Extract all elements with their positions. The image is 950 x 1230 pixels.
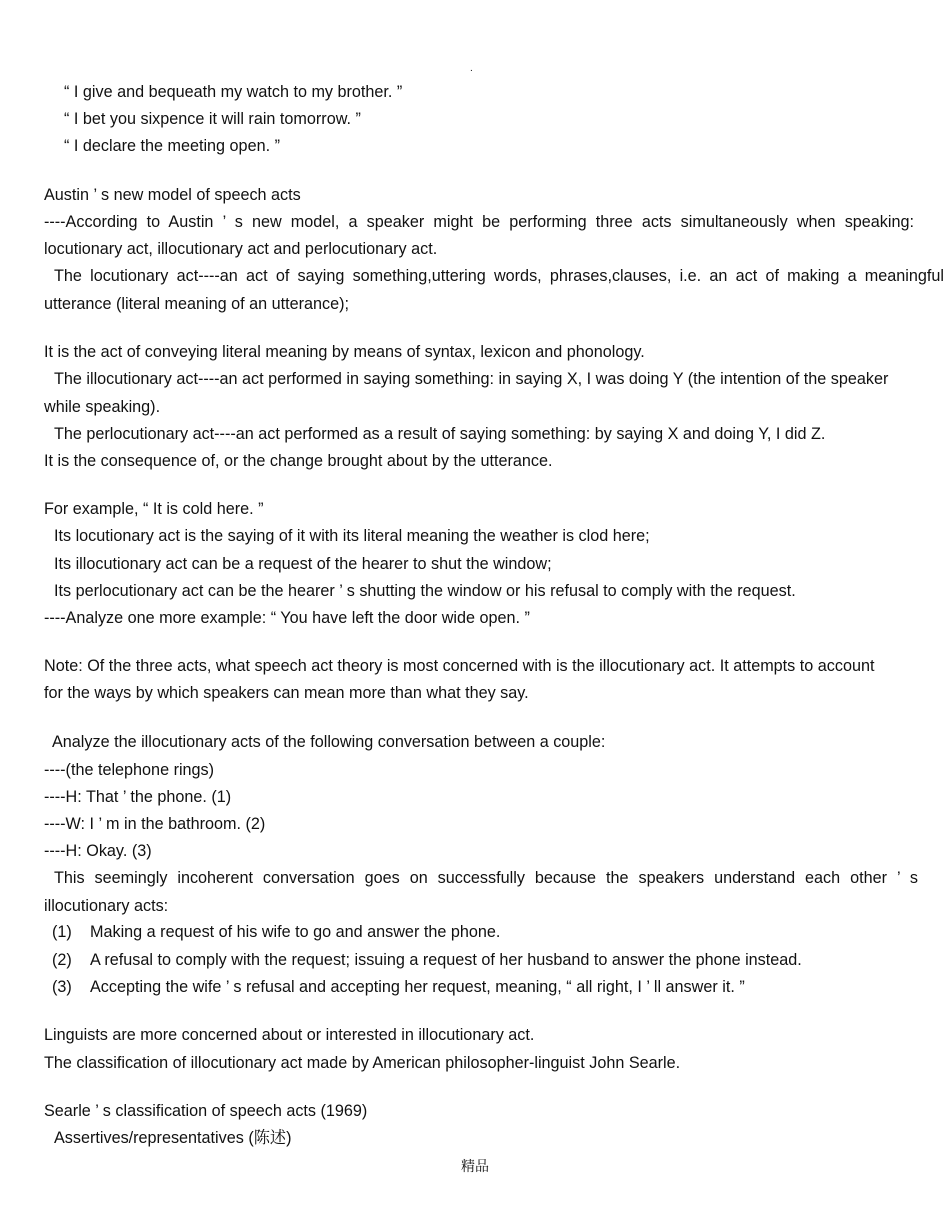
list-item-number: (1) xyxy=(52,923,72,941)
conversation-intro: Analyze the illocutionary acts of the following conversation between a couple: xyxy=(52,733,606,751)
page-footer: 精品 xyxy=(461,1159,489,1175)
example-line-1: For example, “ It is cold here. ” xyxy=(44,500,264,518)
list-item-text: A refusal to comply with the request; issuing a request of her husband to answer the phone instead. xyxy=(90,951,802,969)
conversation-explanation-2: illocutionary acts: xyxy=(44,897,169,915)
note-line-2: for the ways by which speakers can mean more than what they say. xyxy=(44,684,529,702)
example-line-3: Its illocutionary act can be a request of the hearer to shut the window; xyxy=(54,555,552,573)
quote-line-3: “ I declare the meeting open. ” xyxy=(64,137,280,155)
austin-line-5: It is the act of conveying literal meaning by means of syntax, lexicon and phonology. xyxy=(44,343,645,361)
conversation-line-2: ----H: That ’ the phone. (1) xyxy=(44,788,232,806)
note-line-1: Note: Of the three acts, what speech act theory is most concerned with is the illocutionary act. It attempts to account xyxy=(44,657,875,675)
list-item-text: Accepting the wife ’ s refusal and accepting her request, meaning, “ all right, I ’ ll answer it. ” xyxy=(90,978,745,996)
conversation-explanation: This seemingly incoherent conversation goes on successfully because the speakers understand each other ’ s xyxy=(54,869,918,887)
searle-line-1: Assertives/representatives (陈述) xyxy=(54,1129,292,1147)
conversation-line-1: ----(the telephone rings) xyxy=(44,761,215,779)
austin-line-1: ----According to Austin ’ s new model, a speaker might be performing three acts simultaneously when speaking: xyxy=(44,213,914,231)
list-item xyxy=(52,922,500,942)
list-item xyxy=(52,950,802,970)
example-line-4: Its perlocutionary act can be the hearer ’ s shutting the window or his refusal to comply with the request. xyxy=(54,582,796,600)
illocutionary-definition: The illocutionary act----an act performed in saying something: in saying X, I was doing Y (the intention of the speaker xyxy=(54,370,889,388)
perlocutionary-definition: The perlocutionary act----an act performed as a result of saying something: by saying X and doing Y, I did Z. xyxy=(54,425,826,443)
list-item-text: Making a request of his wife to go and answer the phone. xyxy=(90,923,501,941)
header-dot: . xyxy=(470,63,473,74)
austin-line-2: locutionary act, illocutionary act and perlocutionary act. xyxy=(44,240,438,258)
conversation-line-4: ----H: Okay. (3) xyxy=(44,842,152,860)
example-line-2: Its locutionary act is the saying of it with its literal meaning the weather is clod here; xyxy=(54,527,650,545)
conversation-line-3: ----W: I ’ m in the bathroom. (2) xyxy=(44,815,266,833)
example-line-5: ----Analyze one more example: “ You have left the door wide open. ” xyxy=(44,609,530,627)
austin-heading: Austin ’ s new model of speech acts xyxy=(44,186,301,204)
locutionary-definition: The locutionary act----an act of saying something,uttering words, phrases,clauses, i.e. an act of making a meaningful xyxy=(54,267,944,285)
linguists-line-2: The classification of illocutionary act made by American philosopher-linguist John Searle. xyxy=(44,1054,681,1072)
linguists-line-1: Linguists are more concerned about or interested in illocutionary act. xyxy=(44,1026,535,1044)
searle-heading: Searle ’ s classification of speech acts (1969) xyxy=(44,1102,368,1120)
austin-line-4: utterance (literal meaning of an utterance); xyxy=(44,295,350,313)
list-item-number: (2) xyxy=(52,951,72,969)
quote-line-2: “ I bet you sixpence it will rain tomorrow. ” xyxy=(64,110,361,128)
austin-line-7: while speaking). xyxy=(44,398,161,416)
quote-line-1: “ I give and bequeath my watch to my brother. ” xyxy=(64,83,403,101)
austin-line-9: It is the consequence of, or the change brought about by the utterance. xyxy=(44,452,553,470)
list-item-number: (3) xyxy=(52,978,72,996)
list-item xyxy=(52,977,745,997)
